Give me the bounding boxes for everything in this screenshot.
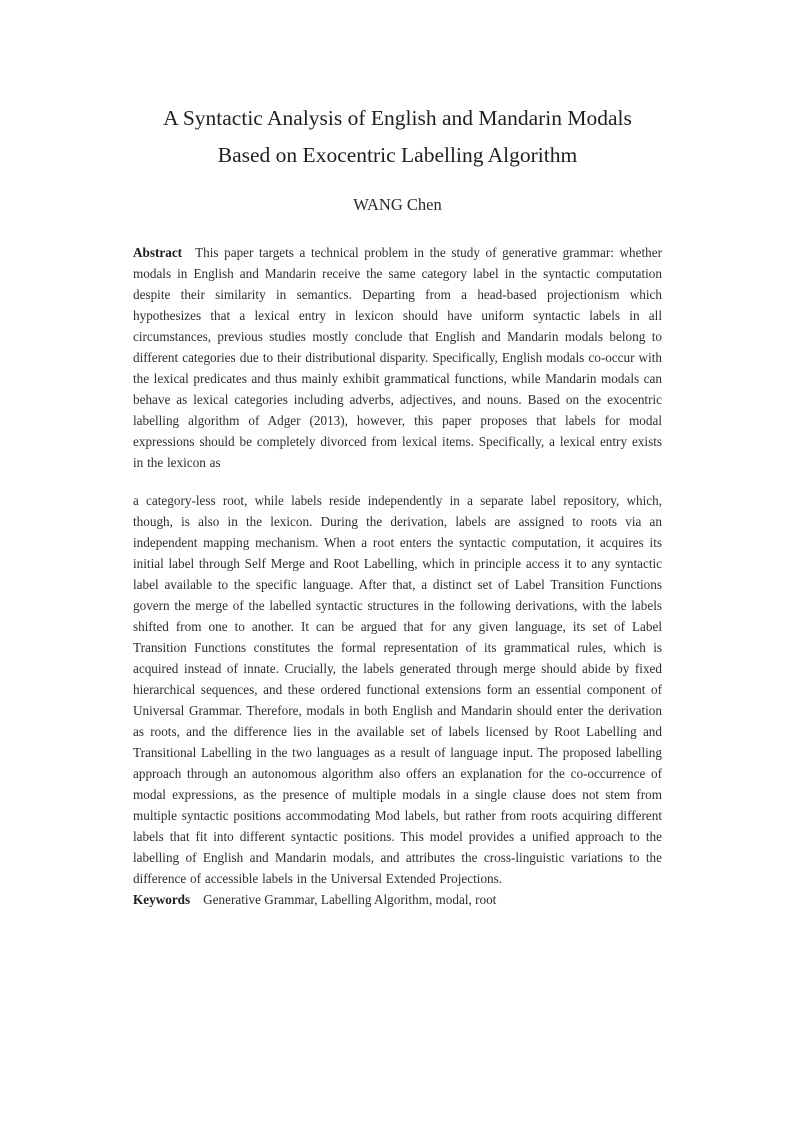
keywords-label: Keywords [133,892,191,907]
keywords-section [133,889,662,910]
abstract-label: Abstract [133,245,183,260]
abstract-section [133,242,662,889]
paper-author: WANG Chen [353,195,442,214]
abstract-paragraph-2: a category-less root, while labels reside independently in a separate label repository, which, though, is also in the lexicon. During the derivation, labels are assigned to roots via an independent mapping mechanism. When a root enters the syntactic computation, it acquires its initial label through Self Merge and Root Labelling, which in principle access it to any syntactic label available to the specific language. After that, a distinct set of Label Transition Functions govern the merge of the labelled syntactic structures in the following derivations, with the labels shifted from one to another. It can be argued that for any given language, its set of Label Transition Functions constitutes the formal representation of its grammatical rules, which is acquired instead of innate. Crucially, the labels generated through merge should abide by fixed hierarchical sequences, and these ordered functional extensions form an essential component of Universal Grammar. Therefore, modals in both English and Mandarin should enter the derivation as roots, and the difference lies in the available set of labels licensed by Root Labelling and Transitional Labelling in the two languages as a result of language input. The proposed labelling approach through an autonomous algorithm also offers an explanation for the co-occurrence of modal expressions, as the presence of multiple modals in a single clause does not stem from multiple syntactic positions accommodating Mod labels, but rather from roots acquiring different labels that fit into different syntactic positions. This model provides a unified approach to the labelling of English and Mandarin modals, and attributes the cross-linguistic variations to the difference of accessible labels in the Universal Extended Projections. [133,493,662,886]
paper-title [133,100,662,174]
abstract-paragraph-1 [133,242,662,473]
keywords-text: Generative Grammar, Labelling Algorithm, modal, root [203,892,497,907]
paper-title-line2: Based on Exocentric Labelling Algorithm [217,143,578,167]
abstract-paragraph-1-text: This paper targets a technical problem in the study of generative grammar: whether modals in English and Mandarin receive the same category label in the syntactic computation despite their similarity in semantics. Departing from a head-based projectionism which hypothesizes that a lexical entry in lexicon should have uniform syntactic labels in all circumstances, previous studies mostly conclude that English and Mandarin modals belong to different categories due to their distributional disparity. Specifically, English modals co-occur with the lexical predicates and thus mainly exhibit grammatical functions, while Mandarin modals can behave as lexical categories including adverbs, adjectives, and nouns. Based on the exocentric labelling algorithm of Adger (2013), however, this paper proposes that labels for modal expressions should be completely divorced from lexical items. Specifically, a lexical entry exists in the lexicon as [133,245,662,470]
paper-title-line1: A Syntactic Analysis of English and Mandarin Modals [163,106,632,130]
